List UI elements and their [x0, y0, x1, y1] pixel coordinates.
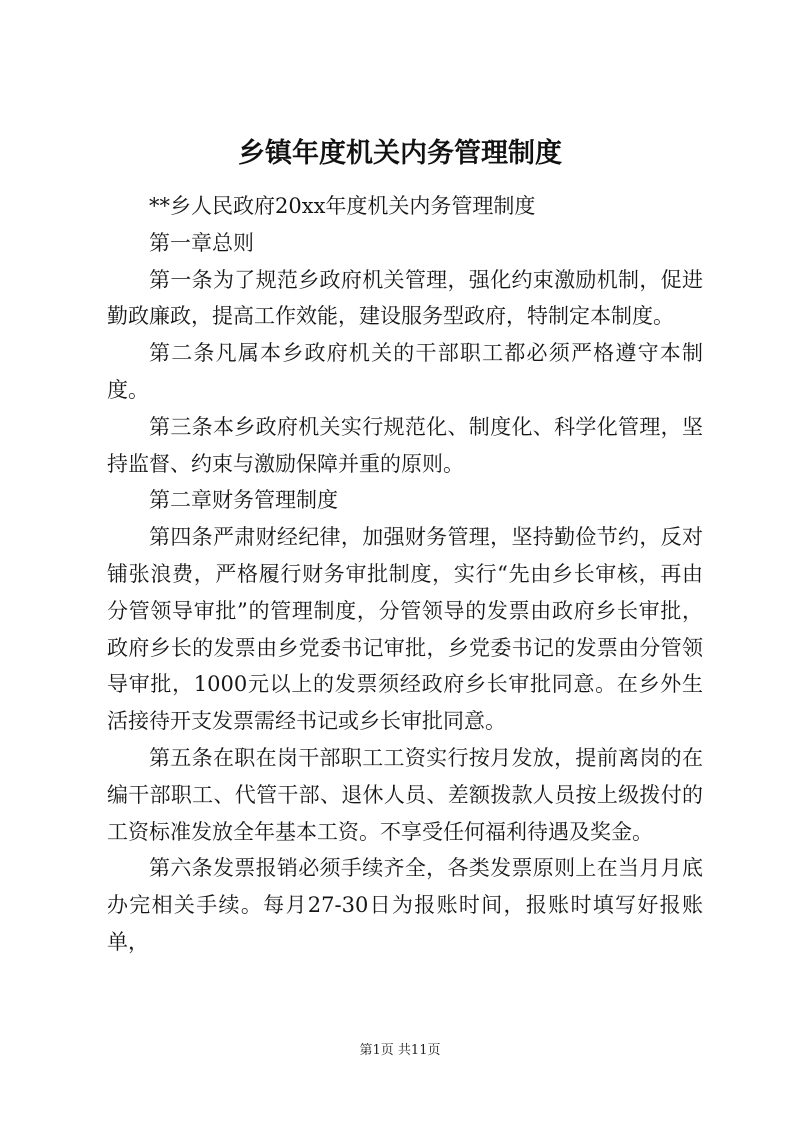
- chapter-heading: 第二章财务管理制度: [149, 488, 338, 513]
- article-paragraph: 第三条本乡政府机关实行规范化、制度化、科学化管理，坚持监督、约束与激励保障并重的原则。: [107, 414, 703, 476]
- article-paragraph: 第二条凡属本乡政府机关的干部职工都必须严格遵守本制度。: [107, 341, 703, 402]
- article-paragraph: 第四条严肃财经纪律，加强财务管理，坚持勤俭节约，反对铺张浪费，严格履行财务审批制度，实行“先由乡长审核，再由分管领导审批”的管理制度，分管领导的发票由政府乡长审批，政府乡长的发票由乡党委书记审批，乡党委书记的发票由分管领导审批，1000元以上的发票须经政府乡长审批同意。在乡外生活接待开支发票需经书记或乡长审批同意。: [107, 525, 703, 734]
- subtitle-paragraph: **乡人民政府20xx年度机关内务管理制度: [149, 194, 536, 218]
- document-title: 乡镇年度机关内务管理制度: [238, 138, 562, 169]
- article-paragraph: 第五条在职在岗干部职工工资实行按月发放，提前离岗的在编干部职工、代管干部、退休人员、差额拨款人员按上级拨付的工资标准发放全年基本工资。不享受任何福利待遇及奖金。: [107, 745, 703, 844]
- page-number-footer: 第1页 共11页: [359, 1043, 441, 1058]
- chapter-heading: 第一章总则: [149, 230, 254, 255]
- article-paragraph: 第六条发票报销必须手续齐全，各类发票原则上在当月月底办完相关手续。每月27-30日为报账时间，报账时填写好报账单，: [107, 856, 703, 954]
- article-paragraph: 第一条为了规范乡政府机关管理，强化约束激励机制，促进勤政廉政，提高工作效能，建设服务型政府，特制定本制度。: [107, 267, 703, 329]
- document-body: [107, 188, 703, 961]
